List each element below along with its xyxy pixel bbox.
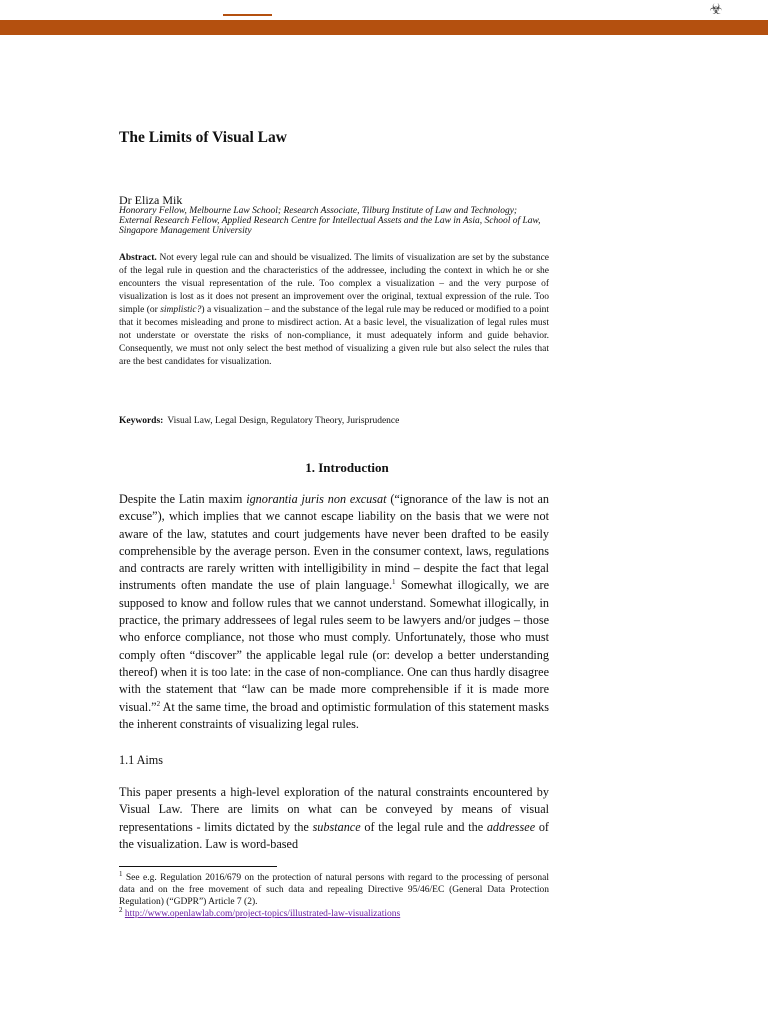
abstract-text-part2: ) a visualization – and the substance of the legal rule may be reduced or modified to a point that it becomes misleading and prone to misdirect action. At a basic level, the visualization of legal rules must not understate or overstate the risks of non-compliance, it must adequately inform and guide behavior. Consequently, we must not only select the best method of visualizing a given rule but also select the rules that are the best candidates for visualization. <box>119 305 549 367</box>
footnote-ref-1[interactable]: 1 <box>392 578 396 587</box>
abstract <box>119 252 549 369</box>
intro-text-part1: Despite the Latin maxim <box>119 492 247 506</box>
footnote-1-number: 1 <box>119 869 123 878</box>
footnotes <box>119 869 549 920</box>
footnote-1 <box>119 869 549 908</box>
subsection-heading-aims: 1.1 Aims <box>119 753 164 767</box>
footnote-2 <box>119 905 549 920</box>
footnote-ref-2[interactable]: 2 <box>156 699 161 708</box>
intro-paragraph <box>119 491 549 733</box>
intro-text-part4: At the same time, the broad and optimistic formulation of this statement masks the inherent constraints of visualizing legal rules. <box>119 699 549 731</box>
intro-text-part2: (“ignorance of the law is not an excuse”), which implies that we cannot escape liability on the basis that we were not aware of the law, statutes and court judgements have never been drafted to be easily comprehensible by the average person. Even in the consumer context, laws, regulations and contracts are rarely written with intelligibility in mind – despite the fact that legal instruments often mandate the use of plain language. <box>119 492 549 593</box>
section-heading-introduction: 1. Introduction <box>305 460 389 475</box>
active-tab-indicator[interactable] <box>223 14 272 16</box>
aims-paragraph <box>119 784 549 853</box>
footnote-divider <box>119 866 277 867</box>
footnote-2-link[interactable]: http://www.openlawlab.com/project-topics/illustrated-law-visualizations <box>124 909 401 919</box>
top-bar <box>0 0 768 21</box>
abstract-emphasis: simplistic? <box>160 305 202 315</box>
abstract-text-part1: Not every legal rule can and should be visualized. The limits of visualization are set by the substance of the legal rule in question and the characteristics of the addressee, including the context in which he or she encounters the visual representation of the rule. Too complex a visualization – and the very purpose of visualization is lost as it does not present an improvement over the original, textual expression of the rule. Too simple (or <box>119 253 550 315</box>
footnote-1-text: See e.g. Regulation 2016/679 on the protection of natural persons with regard to the processing of personal data and on the free movement of such data and repealing Directive 95/46/EC (General Data Protection Regulation) (“GDPR”) Article 7 (2). <box>119 873 549 907</box>
author-affiliation: Honorary Fellow, Melbourne Law School; Research Associate, Tilburg Institute of Law and Technology; External Research Fellow, Applied Research Centre for Intellectual Assets and the Law in Asia, School of Law, Singapore Management University <box>119 206 541 236</box>
paper-title: The Limits of Visual Law <box>119 129 287 146</box>
intro-text-part3: Somewhat illogically, we are supposed to know and follow rules that we cannot understand. Somewhat illogically, in practice, the primary addressees of legal rules seem to be lawyers and/or judges – those who enforce compliance, not those who must comply. Unfortunately, those who must comply often “discover” the applicable legal rule (or: develop a better understanding thereof) when it is too late: in the case of non-compliance. One can thus hardly disagree with the statement that “law can be made more comprehensible if it is made more visual.” <box>119 578 549 714</box>
intro-latin-maxim: ignorantia juris non excusat <box>246 492 387 506</box>
aims-emphasis-substance: substance <box>312 819 361 834</box>
keywords <box>119 416 399 426</box>
header-accent-band <box>0 20 768 35</box>
keywords-list: Visual Law, Legal Design, Regulatory Theory, Jurisprudence <box>167 416 400 426</box>
aims-text-part2: of the legal rule and the <box>360 819 487 834</box>
aims-text-part1: This paper presents a high-level exploration of the natural constraints encountered by Visual Law. There are limits on what can be conveyed by means of visual representations - limits dictated by the <box>119 785 549 834</box>
keywords-label: Keywords: <box>119 416 164 426</box>
author-name: Dr Eliza Mik <box>119 193 183 207</box>
footnote-2-number: 2 <box>119 905 123 914</box>
abstract-label: Abstract. <box>119 253 157 263</box>
site-logo-icon[interactable]: ☣ <box>709 2 723 18</box>
aims-emphasis-addressee: addressee <box>486 819 536 834</box>
aims-text-part3: of the visualization. Law is word-based <box>119 819 549 851</box>
